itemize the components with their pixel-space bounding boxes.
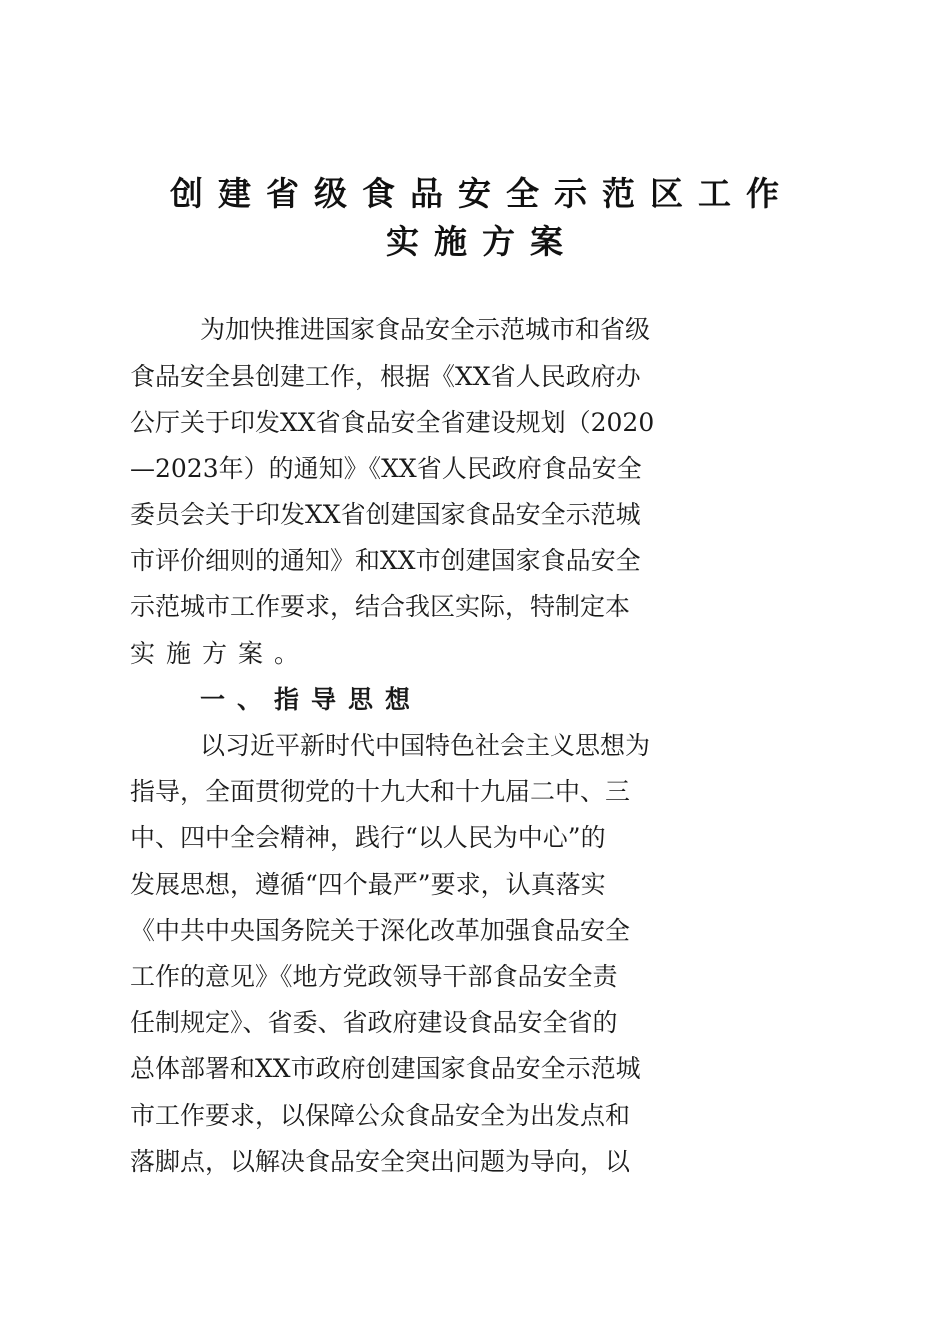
section1-line-3: 中、四中全会精神，践行“以人民为中心”的 [130,823,606,852]
section1-line-4: 发展思想，遵循“四个最严”要求，认真落实 [130,870,606,899]
document-title-line-2: 实施方案 [386,222,578,261]
intro-line-5: 委员会关于印发XX省创建国家食品安全示范城 [130,500,641,529]
section1-line-8: 总体部署和XX市政府创建国家食品安全示范城 [130,1054,641,1083]
section1-line-9: 市工作要求，以保障公众食品安全为出发点和 [130,1101,631,1130]
intro-line-1: 为加快推进国家食品安全示范城市和省级 [200,315,651,344]
section1-line-2: 指导，全面贯彻党的十九大和十九届二中、三 [130,777,631,806]
intro-line-4: —2023年）的通知》《XX省人民政府食品安全 [130,454,642,483]
section1-line-5: 《中共中央国务院关于深化改革加强食品安全 [130,916,631,945]
intro-line-2: 食品安全县创建工作，根据《XX省人民政府办 [130,362,641,391]
document-title-line-1: 创建省级食品安全示范区工作 [170,174,794,213]
section1-line-10: 落脚点，以解决食品安全突出问题为导向，以 [130,1147,631,1176]
intro-line-8: 实施方案。 [130,639,311,668]
intro-line-3: 公厅关于印发XX省食品安全省建设规划（2020 [130,408,655,437]
section-heading-guiding-ideology: 一、指导思想 [200,685,423,714]
intro-line-6: 市评价细则的通知》和XX市创建国家食品安全 [130,546,641,575]
intro-line-7: 示范城市工作要求，结合我区实际，特制定本 [130,592,631,621]
section1-line-6: 工作的意见》《地方党政领导干部食品安全责 [130,962,618,991]
section1-line-7: 任制规定》、省委、省政府建设食品安全省的 [130,1008,618,1037]
section1-line-1: 以习近平新时代中国特色社会主义思想为 [200,731,651,760]
